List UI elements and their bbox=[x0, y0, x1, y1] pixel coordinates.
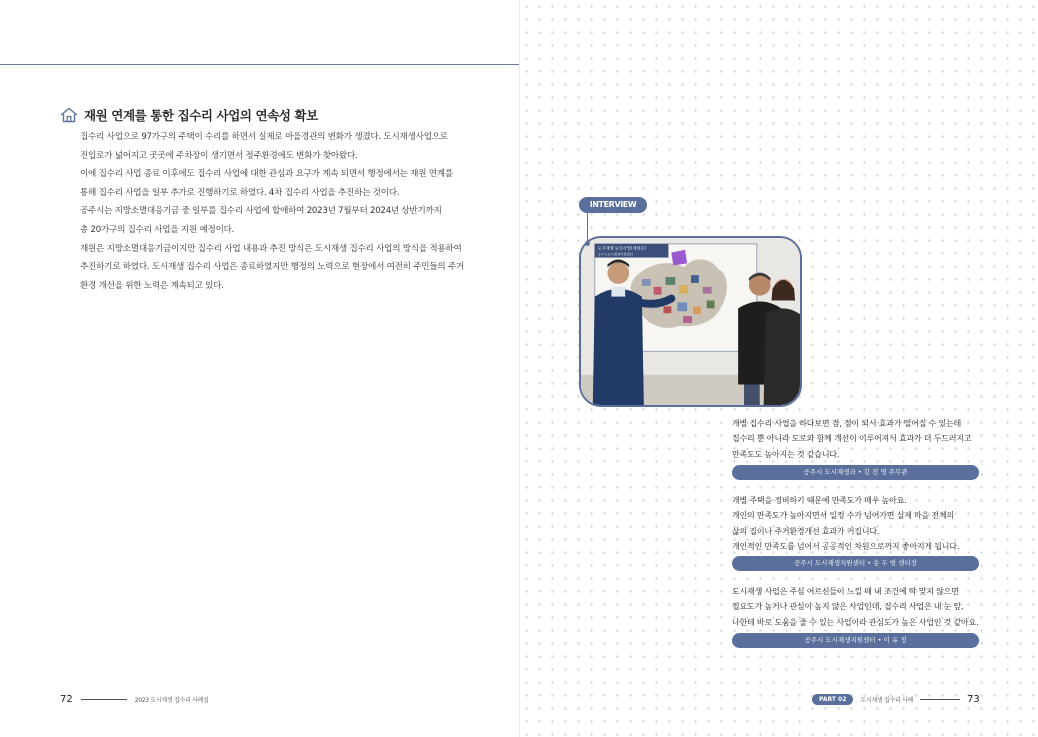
speaker-credit: 공주시 도시재생지원센터 • 송 두 범 센터장 bbox=[732, 556, 979, 571]
quote-line: 필요도가 높거나 관심이 높지 않은 사업인데, 집수리 사업은 내 눈 앞, bbox=[732, 602, 964, 612]
interview-connector-dot bbox=[585, 241, 590, 246]
footer-divider bbox=[920, 699, 960, 700]
interview-quote bbox=[732, 493, 959, 555]
body-line: 공주시는 지방소멸대응기금 중 일부를 집수리 사업에 할애하여 2023년 7월부터 2024년 상반기까지 bbox=[80, 206, 442, 217]
body-line: 집수리 사업으로 97가구의 주택이 수리를 하면서 실제로 마을경관의 변화가 생겼다. 도시재생사업으로 bbox=[80, 132, 448, 142]
page-number-left: 72 bbox=[60, 694, 73, 705]
interview-photo-illustration bbox=[581, 238, 800, 405]
interview-tag: INTERVIEW bbox=[579, 197, 647, 213]
body-line: 진입로가 넓어지고 곳곳에 주차장이 생기면서 정주환경에도 변화가 찾아왔다. bbox=[80, 150, 358, 161]
quote-line: 개별 주택을 정비하기 때문에 만족도가 매우 높아요. bbox=[732, 496, 907, 505]
page-number-right: 73 bbox=[967, 694, 980, 705]
body-line: 총 20가구의 집수리 사업을 지원 예정이다. bbox=[80, 224, 235, 235]
footer-divider bbox=[81, 699, 127, 700]
speaker-credit: 공주시 도시재생과 • 강 전 영 주무관 bbox=[732, 465, 979, 480]
interview-quote bbox=[732, 416, 971, 462]
body-line: 이에 집수리 사업 종료 이후에도 집수리 사업에 대한 관심과 요구가 계속 되면서 행정에서는 재원 연계를 bbox=[80, 169, 453, 180]
right-footer bbox=[812, 694, 980, 705]
left-footer bbox=[60, 694, 209, 705]
quote-line: 집수리 뿐 아니라 도로와 함께 개선이 이루어져서 효과가 더 두드러지고 bbox=[732, 434, 972, 444]
section-heading bbox=[60, 106, 318, 124]
quote-line: 개인적인 만족도를 넘어서 공공적인 차원으로까지 좋아지게 됩니다. bbox=[732, 542, 960, 552]
part-badge: PART 02 bbox=[812, 694, 853, 705]
body-line: 추진하기로 하였다. 도시재생 집수리 사업은 종료하였지만 행정의 노력으로 현장에서 여전히 주민들의 주거 bbox=[80, 262, 465, 273]
footer-section-title: 도시재생 집수리 사례 bbox=[860, 697, 914, 704]
quote-line: 나한테 바로 도움을 줄 수 있는 사업이라 관심도가 높은 사업인 것 같아요. bbox=[732, 617, 979, 627]
body-line: 통해 집수리 사업을 일부 추가로 진행하기로 하였다. 4차 집수리 사업을 추진하는 것이다. bbox=[80, 187, 400, 198]
board-title: 도시재생 뉴딜사업(제월동) bbox=[597, 245, 647, 251]
interview-photo bbox=[579, 236, 802, 407]
body-line: 환경 개선을 위한 노력은 계속되고 있다. bbox=[80, 280, 224, 291]
interview-connector bbox=[587, 213, 588, 243]
quote-line: 개별 집수리 사업을 하다보면 점, 점이 되서 효과가 떨어질 수 있는데 bbox=[732, 419, 962, 428]
header-rule bbox=[0, 64, 520, 65]
body-line: 재원은 지방소멸대응기금이지만 집수리 사업 내용과 추진 방식은 도시재생 집수리 사업의 방식을 적용하여 bbox=[80, 243, 462, 254]
quote-line: 만족도도 높아지는 것 같습니다. bbox=[732, 449, 840, 459]
speaker-credit: 공주시 도시재생지원센터 • 이 유 정 bbox=[732, 633, 979, 648]
quote-line: 삶의 질이나 주거환경개선 효과가 커집니다. bbox=[732, 526, 880, 536]
board-subtitle: 공주시도시재생지원센터 bbox=[597, 252, 633, 257]
body-paragraph bbox=[80, 128, 470, 295]
section-title: 재원 연계를 통한 집수리 사업의 연속성 확보 bbox=[84, 108, 318, 123]
quote-line: 개인의 만족도가 높아지면서 일정 수가 넘어가면 실제 마을 전체의 bbox=[732, 511, 954, 521]
footer-book-title: 2023 도시재생 집수리 사례집 bbox=[134, 697, 209, 704]
quote-line: 도시재생 사업은 주심 어르신들이 느낄 때 내 조건에 딱 맞지 않으면 bbox=[732, 587, 959, 596]
house-icon bbox=[60, 107, 78, 123]
interview-quote bbox=[732, 584, 978, 630]
